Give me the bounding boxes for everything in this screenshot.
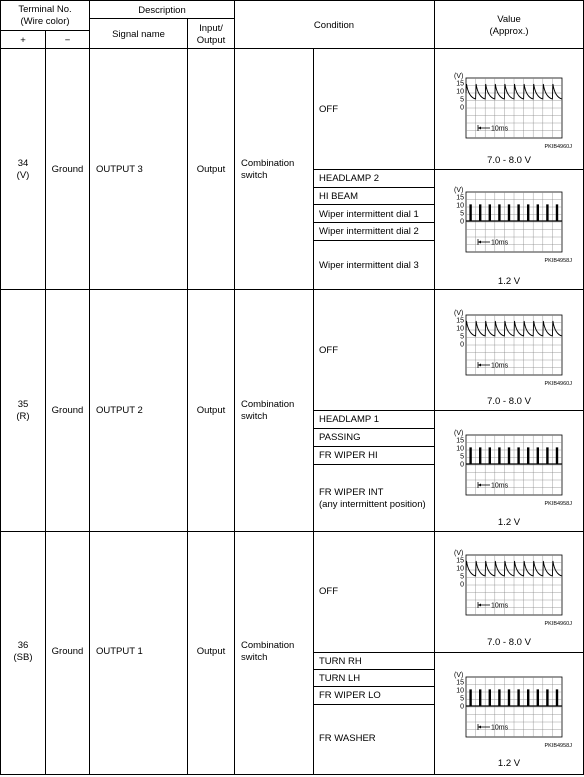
time-scale-arrowhead: [478, 364, 481, 367]
value-label: 7.0 - 8.0 V: [487, 155, 531, 166]
grid-line: [0, 531, 584, 532]
axis-tick-label: 0: [460, 218, 464, 226]
io-label: Output: [196, 405, 226, 416]
ground-label: Ground: [51, 405, 84, 416]
switch-name: Combination: [241, 399, 295, 410]
axis-unit-label: (V): [454, 187, 464, 194]
grid-line: [313, 446, 434, 447]
grid-line: [313, 686, 434, 687]
oscilloscope-graph: [448, 184, 573, 274]
signal-name: OUTPUT 3: [96, 164, 143, 175]
axis-tick-label: 15: [456, 679, 464, 687]
condition-label: FR WASHER: [319, 733, 376, 744]
axis-tick-label: 15: [456, 557, 464, 565]
grid-line: [313, 428, 434, 429]
terminal-number: 36: [17, 640, 29, 651]
grid-line: [313, 240, 434, 241]
header-plus: +: [20, 35, 26, 46]
axis-tick-label: 5: [460, 695, 464, 703]
io-label: Output: [196, 646, 226, 657]
grid-line: [313, 410, 584, 411]
axis-tick-label: 10: [456, 445, 464, 453]
axis-tick-label: 15: [456, 194, 464, 202]
time-scale-label: 10ms: [491, 362, 509, 370]
condition-label: FR WIPER INT: [319, 487, 384, 498]
grid-line: [187, 18, 188, 775]
axis-tick-label: 5: [460, 573, 464, 581]
signal-name: OUTPUT 2: [96, 405, 143, 416]
grid-line: [313, 204, 434, 205]
figure-code: PKIB4960J: [544, 144, 572, 150]
axis-tick-label: 5: [460, 333, 464, 341]
condition-label: HEADLAMP 2: [319, 173, 380, 184]
ground-label: Ground: [51, 646, 84, 657]
grid-line: [313, 222, 434, 223]
ground-label: Ground: [51, 164, 84, 175]
oscilloscope-graph: [448, 427, 573, 515]
header-description: Description: [138, 5, 186, 16]
axis-tick-label: 15: [456, 80, 464, 88]
condition-label: TURN RH: [319, 656, 362, 667]
terminal-number: 35: [17, 399, 29, 410]
axis-tick-label: 15: [456, 317, 464, 325]
grid-line: [313, 652, 584, 653]
axis-tick-label: 5: [460, 96, 464, 104]
condition-label: (any intermittent position): [319, 499, 426, 510]
oscilloscope-graph: [448, 547, 573, 635]
switch-name: switch: [241, 170, 268, 181]
condition-label: HEADLAMP 1: [319, 414, 380, 425]
header-wire-color: (Wire color): [20, 16, 70, 27]
header-input: Input/: [199, 23, 223, 34]
time-scale-label: 10ms: [491, 724, 509, 732]
wire-color: (SB): [13, 652, 33, 663]
grid-line: [234, 0, 235, 775]
grid-line: [0, 289, 584, 290]
switch-name: switch: [241, 652, 268, 663]
axis-tick-label: 5: [460, 210, 464, 218]
value-label: 1.2 V: [497, 758, 521, 769]
header-condition: Condition: [313, 20, 355, 31]
condition-label: PASSING: [319, 432, 361, 443]
header-signal-name: Signal name: [112, 29, 165, 40]
figure-code: PKIB4960J: [544, 381, 572, 387]
grid-line: [0, 774, 584, 775]
time-scale-label: 10ms: [491, 239, 509, 247]
axis-tick-label: 10: [456, 88, 464, 96]
time-scale-arrowhead: [478, 604, 481, 607]
time-scale-label: 10ms: [491, 482, 509, 490]
axis-tick-label: 15: [456, 437, 464, 445]
axis-tick-label: 0: [460, 104, 464, 112]
header-approx: (Approx.): [489, 26, 529, 37]
axis-tick-label: 10: [456, 565, 464, 573]
condition-label: FR WIPER LO: [319, 690, 381, 701]
grid-line: [434, 0, 435, 775]
axis-unit-label: (V): [454, 672, 464, 679]
grid-line: [45, 30, 46, 775]
grid-line: [0, 48, 584, 49]
oscilloscope-graph: [448, 70, 573, 154]
axis-unit-label: (V): [454, 73, 464, 80]
grid-line: [0, 0, 584, 1]
time-scale-label: 10ms: [491, 602, 509, 610]
switch-name: Combination: [241, 640, 295, 651]
header-minus: −: [64, 35, 71, 46]
condition-label: OFF: [319, 345, 338, 356]
condition-label: OFF: [319, 586, 338, 597]
value-label: 1.2 V: [497, 276, 521, 287]
waveform-trace: [466, 321, 562, 336]
header-value: Value: [497, 14, 521, 25]
axis-tick-label: 10: [456, 325, 464, 333]
time-scale-arrowhead: [478, 127, 481, 130]
condition-label: Wiper intermittent dial 2: [319, 226, 419, 237]
waveform-trace: [466, 84, 562, 99]
grid-line: [313, 464, 434, 465]
axis-tick-label: 0: [460, 341, 464, 349]
figure-code: PKIB4960J: [544, 621, 572, 627]
switch-name: Combination: [241, 158, 295, 169]
grid-line: [313, 704, 434, 705]
grid-line: [89, 0, 90, 775]
grid-line: [313, 669, 434, 670]
value-label: 1.2 V: [497, 517, 521, 528]
condition-label: HI BEAM: [319, 191, 359, 202]
axis-unit-label: (V): [454, 550, 464, 557]
condition-label: OFF: [319, 104, 338, 115]
waveform-trace: [466, 561, 562, 576]
grid-line: [313, 48, 314, 775]
wire-color: (V): [16, 170, 30, 181]
time-scale-arrowhead: [478, 484, 481, 487]
time-scale-label: 10ms: [491, 125, 509, 133]
axis-unit-label: (V): [454, 310, 464, 317]
axis-unit-label: (V): [454, 430, 464, 437]
axis-tick-label: 5: [460, 453, 464, 461]
axis-tick-label: 0: [460, 461, 464, 469]
axis-tick-label: 0: [460, 703, 464, 711]
condition-label: TURN LH: [319, 673, 361, 684]
oscilloscope-graph: [448, 669, 573, 757]
axis-tick-label: 10: [456, 202, 464, 210]
axis-tick-label: 0: [460, 581, 464, 589]
axis-tick-label: 10: [456, 687, 464, 695]
io-label: Output: [196, 164, 226, 175]
terminal-number: 34: [17, 158, 29, 169]
figure-code: PKIB4958J: [544, 501, 572, 507]
header-output: Output: [196, 35, 226, 46]
grid-line: [89, 18, 234, 19]
signal-name: OUTPUT 1: [96, 646, 143, 657]
condition-label: Wiper intermittent dial 1: [319, 209, 419, 220]
grid-line: [313, 187, 434, 188]
oscilloscope-graph: [448, 307, 573, 395]
grid-line: [313, 169, 584, 170]
switch-name: switch: [241, 411, 268, 422]
condition-label: FR WIPER HI: [319, 450, 378, 461]
value-label: 7.0 - 8.0 V: [487, 637, 531, 648]
wire-color: (R): [16, 411, 30, 422]
time-scale-arrowhead: [478, 241, 481, 244]
header-terminal-no: Terminal No.: [18, 4, 72, 15]
figure-code: PKIB4958J: [544, 258, 572, 264]
condition-label: Wiper intermittent dial 3: [319, 260, 419, 271]
time-scale-arrowhead: [478, 726, 481, 729]
value-label: 7.0 - 8.0 V: [487, 396, 531, 407]
figure-code: PKIB4958J: [544, 743, 572, 749]
